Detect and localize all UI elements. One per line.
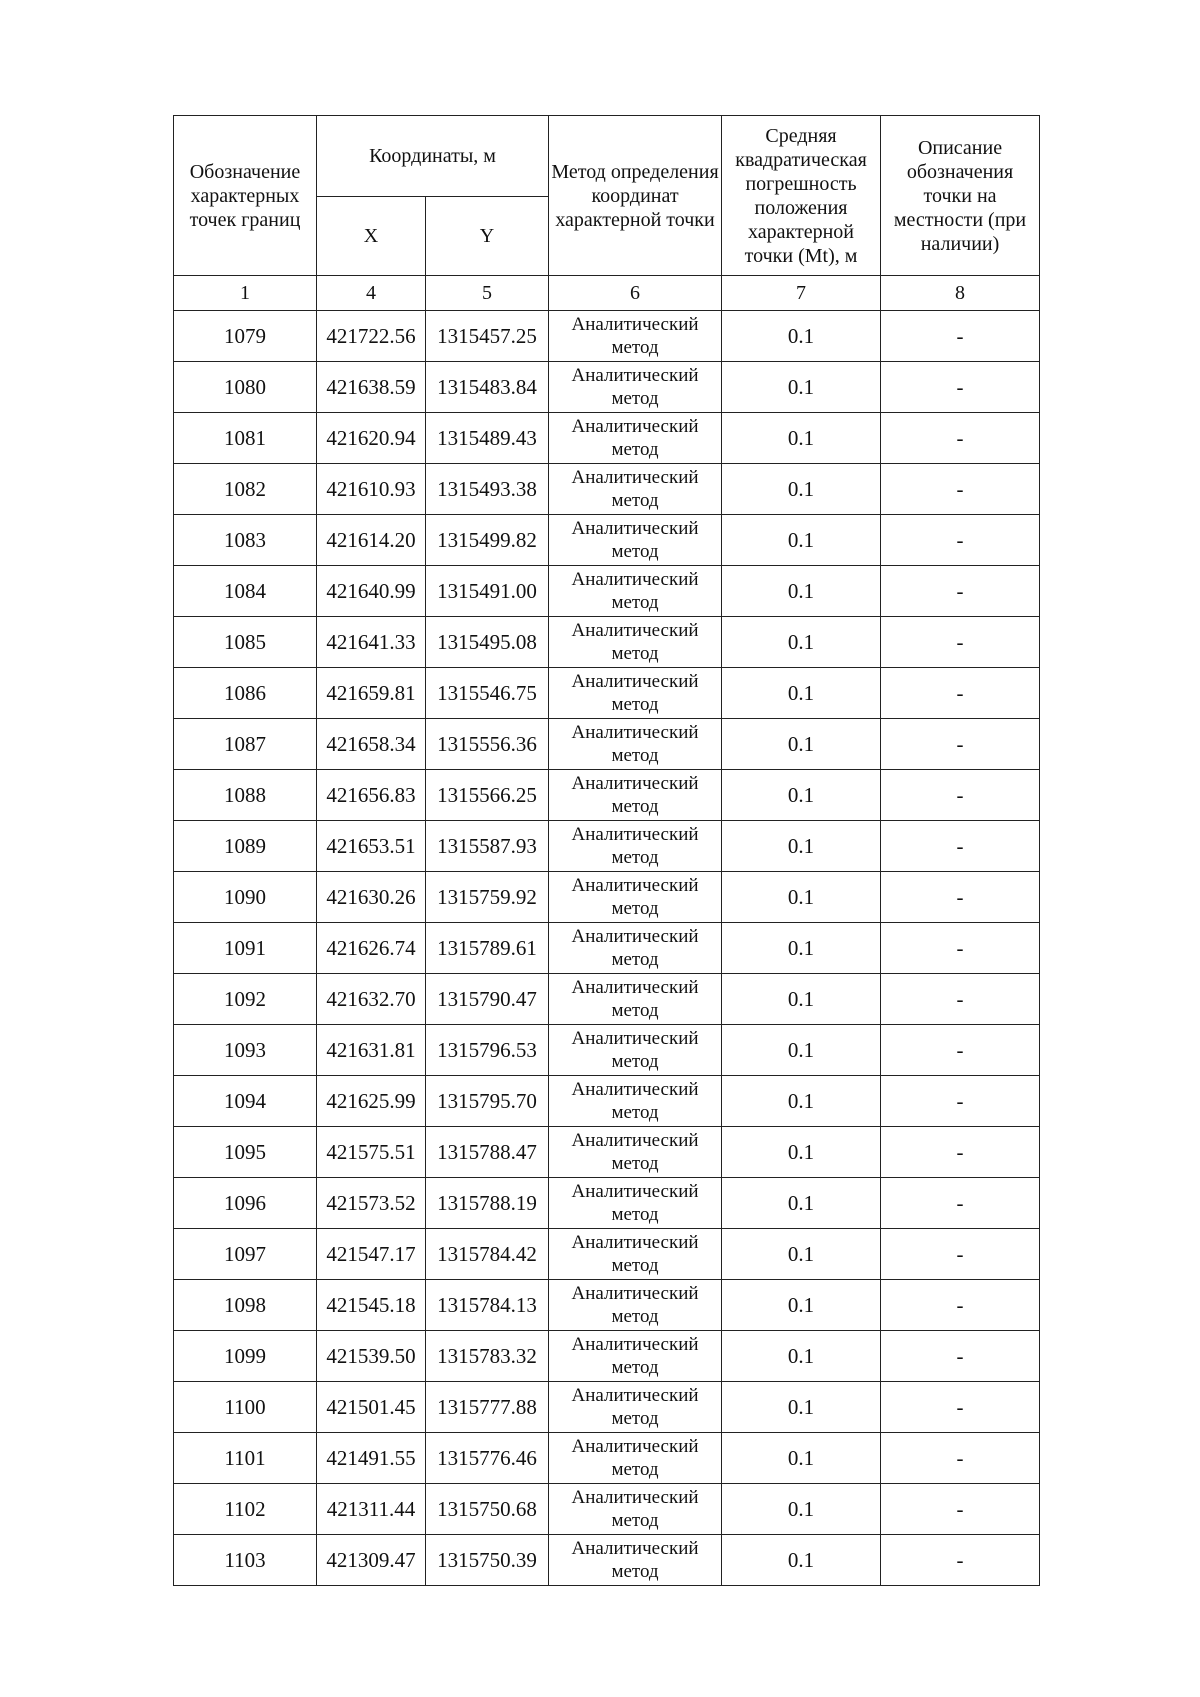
method-text: Аналитический — [571, 365, 699, 386]
method-text: метод — [611, 1459, 659, 1480]
method-text: метод — [611, 1204, 659, 1225]
method-text: метод — [611, 1306, 659, 1327]
x-cell: 421610.93 — [317, 464, 426, 515]
y-cell: 1315491.00 — [426, 566, 549, 617]
y-cell: 1315784.42 — [426, 1229, 549, 1280]
method-cell — [549, 515, 722, 566]
method-cell — [549, 1127, 722, 1178]
x-cell: 421638.59 — [317, 362, 426, 413]
method-cell — [549, 566, 722, 617]
method-cell — [549, 974, 722, 1025]
method-text: Аналитический — [571, 773, 699, 794]
description-cell: - — [881, 1484, 1040, 1535]
header-description: Описание обозначения точки на местности (при наличии) — [881, 116, 1040, 276]
error-cell: 0.1 — [722, 1127, 881, 1178]
point-cell: 1097 — [174, 1229, 317, 1280]
description-cell: - — [881, 362, 1040, 413]
y-cell: 1315783.32 — [426, 1331, 549, 1382]
point-cell: 1101 — [174, 1433, 317, 1484]
table-row — [174, 872, 1040, 923]
method-cell — [549, 464, 722, 515]
method-text: Аналитический — [571, 722, 699, 743]
table-row — [174, 413, 1040, 464]
point-cell: 1087 — [174, 719, 317, 770]
method-text: Аналитический — [571, 1028, 699, 1049]
method-text: метод — [611, 388, 659, 409]
method-text: метод — [611, 643, 659, 664]
method-text: метод — [611, 745, 659, 766]
y-cell: 1315566.25 — [426, 770, 549, 821]
point-cell: 1084 — [174, 566, 317, 617]
method-text: Аналитический — [571, 1538, 699, 1559]
y-cell: 1315795.70 — [426, 1076, 549, 1127]
method-text: Аналитический — [571, 467, 699, 488]
description-cell: - — [881, 1535, 1040, 1586]
y-cell: 1315789.61 — [426, 923, 549, 974]
column-number: 5 — [426, 276, 549, 311]
y-cell: 1315777.88 — [426, 1382, 549, 1433]
method-text: Аналитический — [571, 1130, 699, 1151]
point-cell: 1085 — [174, 617, 317, 668]
error-cell: 0.1 — [722, 311, 881, 362]
y-cell: 1315495.08 — [426, 617, 549, 668]
table-row — [174, 1076, 1040, 1127]
method-cell — [549, 617, 722, 668]
method-text: метод — [611, 1051, 659, 1072]
method-text: Аналитический — [571, 1385, 699, 1406]
x-cell: 421501.45 — [317, 1382, 426, 1433]
coordinates-table — [173, 115, 1040, 1586]
point-cell: 1082 — [174, 464, 317, 515]
table-row — [174, 1127, 1040, 1178]
description-cell: - — [881, 1280, 1040, 1331]
point-cell: 1095 — [174, 1127, 317, 1178]
x-cell: 421653.51 — [317, 821, 426, 872]
point-cell: 1091 — [174, 923, 317, 974]
table-row — [174, 515, 1040, 566]
column-number: 7 — [722, 276, 881, 311]
error-cell: 0.1 — [722, 719, 881, 770]
table-row — [174, 1433, 1040, 1484]
error-cell: 0.1 — [722, 1433, 881, 1484]
table-body — [174, 311, 1040, 1586]
error-cell: 0.1 — [722, 1178, 881, 1229]
description-cell: - — [881, 974, 1040, 1025]
method-text: метод — [611, 337, 659, 358]
method-cell — [549, 770, 722, 821]
method-cell — [549, 1229, 722, 1280]
y-cell: 1315493.38 — [426, 464, 549, 515]
description-cell: - — [881, 770, 1040, 821]
table-row — [174, 362, 1040, 413]
description-cell: - — [881, 1127, 1040, 1178]
x-cell: 421630.26 — [317, 872, 426, 923]
x-cell: 421625.99 — [317, 1076, 426, 1127]
x-cell: 421547.17 — [317, 1229, 426, 1280]
method-text: метод — [611, 1102, 659, 1123]
method-text: Аналитический — [571, 620, 699, 641]
column-number: 1 — [174, 276, 317, 311]
point-cell: 1100 — [174, 1382, 317, 1433]
method-cell — [549, 719, 722, 770]
header-designation: Обозначение характерных точек границ — [174, 116, 317, 276]
method-text: метод — [611, 490, 659, 511]
method-cell — [549, 1331, 722, 1382]
description-cell: - — [881, 464, 1040, 515]
method-text: метод — [611, 1408, 659, 1429]
method-cell — [549, 413, 722, 464]
method-text: метод — [611, 592, 659, 613]
method-cell — [549, 821, 722, 872]
error-cell: 0.1 — [722, 413, 881, 464]
method-text: Аналитический — [571, 1436, 699, 1457]
point-cell: 1099 — [174, 1331, 317, 1382]
point-cell: 1093 — [174, 1025, 317, 1076]
description-cell: - — [881, 719, 1040, 770]
method-text: Аналитический — [571, 1079, 699, 1100]
error-cell: 0.1 — [722, 1229, 881, 1280]
description-cell: - — [881, 413, 1040, 464]
point-cell: 1103 — [174, 1535, 317, 1586]
x-cell: 421575.51 — [317, 1127, 426, 1178]
point-cell: 1079 — [174, 311, 317, 362]
method-text: Аналитический — [571, 314, 699, 335]
error-cell: 0.1 — [722, 974, 881, 1025]
y-cell: 1315784.13 — [426, 1280, 549, 1331]
x-cell: 421539.50 — [317, 1331, 426, 1382]
point-cell: 1089 — [174, 821, 317, 872]
table-row — [174, 821, 1040, 872]
table-row — [174, 617, 1040, 668]
description-cell: - — [881, 1025, 1040, 1076]
method-cell — [549, 1433, 722, 1484]
column-number: 8 — [881, 276, 1040, 311]
error-cell: 0.1 — [722, 1382, 881, 1433]
y-cell: 1315489.43 — [426, 413, 549, 464]
point-cell: 1096 — [174, 1178, 317, 1229]
y-cell: 1315457.25 — [426, 311, 549, 362]
description-cell: - — [881, 311, 1040, 362]
description-cell: - — [881, 1229, 1040, 1280]
point-cell: 1088 — [174, 770, 317, 821]
x-cell: 421659.81 — [317, 668, 426, 719]
method-cell — [549, 872, 722, 923]
table-row — [174, 1382, 1040, 1433]
description-cell: - — [881, 668, 1040, 719]
x-cell: 421545.18 — [317, 1280, 426, 1331]
table-row — [174, 1025, 1040, 1076]
method-cell — [549, 1178, 722, 1229]
method-text: Аналитический — [571, 518, 699, 539]
method-cell — [549, 1280, 722, 1331]
method-text: Аналитический — [571, 671, 699, 692]
x-cell: 421309.47 — [317, 1535, 426, 1586]
method-text: Аналитический — [571, 1232, 699, 1253]
x-cell: 421614.20 — [317, 515, 426, 566]
table-row — [174, 923, 1040, 974]
point-cell: 1081 — [174, 413, 317, 464]
error-cell: 0.1 — [722, 1535, 881, 1586]
description-cell: - — [881, 1433, 1040, 1484]
table-row — [174, 1178, 1040, 1229]
y-cell: 1315556.36 — [426, 719, 549, 770]
method-text: метод — [611, 694, 659, 715]
x-cell: 421632.70 — [317, 974, 426, 1025]
x-cell: 421626.74 — [317, 923, 426, 974]
error-cell: 0.1 — [722, 1280, 881, 1331]
description-cell: - — [881, 923, 1040, 974]
table-row — [174, 1280, 1040, 1331]
error-cell: 0.1 — [722, 821, 881, 872]
method-text: метод — [611, 1561, 659, 1582]
description-cell: - — [881, 1178, 1040, 1229]
description-cell: - — [881, 821, 1040, 872]
point-cell: 1094 — [174, 1076, 317, 1127]
table-row — [174, 719, 1040, 770]
table-row — [174, 1229, 1040, 1280]
y-cell: 1315587.93 — [426, 821, 549, 872]
error-cell: 0.1 — [722, 464, 881, 515]
method-text: Аналитический — [571, 824, 699, 845]
y-cell: 1315546.75 — [426, 668, 549, 719]
error-cell: 0.1 — [722, 617, 881, 668]
point-cell: 1092 — [174, 974, 317, 1025]
column-number: 6 — [549, 276, 722, 311]
method-text: Аналитический — [571, 416, 699, 437]
method-text: Аналитический — [571, 569, 699, 590]
error-cell: 0.1 — [722, 566, 881, 617]
error-cell: 0.1 — [722, 1076, 881, 1127]
error-cell: 0.1 — [722, 1484, 881, 1535]
method-text: метод — [611, 1153, 659, 1174]
method-text: метод — [611, 898, 659, 919]
method-text: Аналитический — [571, 1181, 699, 1202]
method-text: Аналитический — [571, 1283, 699, 1304]
point-cell: 1080 — [174, 362, 317, 413]
error-cell: 0.1 — [722, 872, 881, 923]
description-cell: - — [881, 617, 1040, 668]
table-row — [174, 770, 1040, 821]
method-cell — [549, 923, 722, 974]
method-text: Аналитический — [571, 1487, 699, 1508]
method-text: Аналитический — [571, 1334, 699, 1355]
method-cell — [549, 1484, 722, 1535]
error-cell: 0.1 — [722, 1331, 881, 1382]
x-cell: 421658.34 — [317, 719, 426, 770]
table-row — [174, 566, 1040, 617]
point-cell: 1086 — [174, 668, 317, 719]
method-text: метод — [611, 541, 659, 562]
x-cell: 421656.83 — [317, 770, 426, 821]
y-cell: 1315750.68 — [426, 1484, 549, 1535]
x-cell: 421722.56 — [317, 311, 426, 362]
table-row — [174, 1535, 1040, 1586]
point-cell: 1083 — [174, 515, 317, 566]
table-row — [174, 464, 1040, 515]
x-cell: 421491.55 — [317, 1433, 426, 1484]
y-cell: 1315759.92 — [426, 872, 549, 923]
method-text: метод — [611, 847, 659, 868]
method-text: Аналитический — [571, 875, 699, 896]
point-cell: 1090 — [174, 872, 317, 923]
method-cell — [549, 1025, 722, 1076]
error-cell: 0.1 — [722, 923, 881, 974]
method-cell — [549, 668, 722, 719]
description-cell: - — [881, 1076, 1040, 1127]
y-cell: 1315788.47 — [426, 1127, 549, 1178]
table-row — [174, 1331, 1040, 1382]
x-cell: 421631.81 — [317, 1025, 426, 1076]
table-row — [174, 1484, 1040, 1535]
point-cell: 1102 — [174, 1484, 317, 1535]
error-cell: 0.1 — [722, 362, 881, 413]
description-cell: - — [881, 515, 1040, 566]
method-text: метод — [611, 1510, 659, 1531]
description-cell: - — [881, 1331, 1040, 1382]
header-y: Y — [426, 197, 549, 276]
table-row — [174, 668, 1040, 719]
method-text: метод — [611, 796, 659, 817]
method-text: метод — [611, 1000, 659, 1021]
x-cell: 421311.44 — [317, 1484, 426, 1535]
method-text: метод — [611, 949, 659, 970]
method-text: метод — [611, 1255, 659, 1276]
y-cell: 1315790.47 — [426, 974, 549, 1025]
column-number: 4 — [317, 276, 426, 311]
y-cell: 1315750.39 — [426, 1535, 549, 1586]
y-cell: 1315796.53 — [426, 1025, 549, 1076]
header-error: Средняя квадратическая погрешность положения характерной точки (Mt), м — [722, 116, 881, 276]
description-cell: - — [881, 566, 1040, 617]
x-cell: 421640.99 — [317, 566, 426, 617]
method-text: Аналитический — [571, 926, 699, 947]
method-text: метод — [611, 439, 659, 460]
table-row — [174, 974, 1040, 1025]
error-cell: 0.1 — [722, 668, 881, 719]
header-coordinates: Координаты, м — [317, 116, 549, 197]
method-text: метод — [611, 1357, 659, 1378]
y-cell: 1315788.19 — [426, 1178, 549, 1229]
x-cell: 421641.33 — [317, 617, 426, 668]
y-cell: 1315499.82 — [426, 515, 549, 566]
table-row — [174, 311, 1040, 362]
y-cell: 1315483.84 — [426, 362, 549, 413]
method-cell — [549, 1076, 722, 1127]
x-cell: 421620.94 — [317, 413, 426, 464]
header-method: Метод определения координат характерной точки — [549, 116, 722, 276]
method-text: Аналитический — [571, 977, 699, 998]
x-cell: 421573.52 — [317, 1178, 426, 1229]
point-cell: 1098 — [174, 1280, 317, 1331]
method-cell — [549, 1535, 722, 1586]
method-cell — [549, 362, 722, 413]
error-cell: 0.1 — [722, 515, 881, 566]
description-cell: - — [881, 1382, 1040, 1433]
y-cell: 1315776.46 — [426, 1433, 549, 1484]
method-cell — [549, 1382, 722, 1433]
method-cell — [549, 311, 722, 362]
error-cell: 0.1 — [722, 770, 881, 821]
description-cell: - — [881, 872, 1040, 923]
error-cell: 0.1 — [722, 1025, 881, 1076]
header-x: X — [317, 197, 426, 276]
